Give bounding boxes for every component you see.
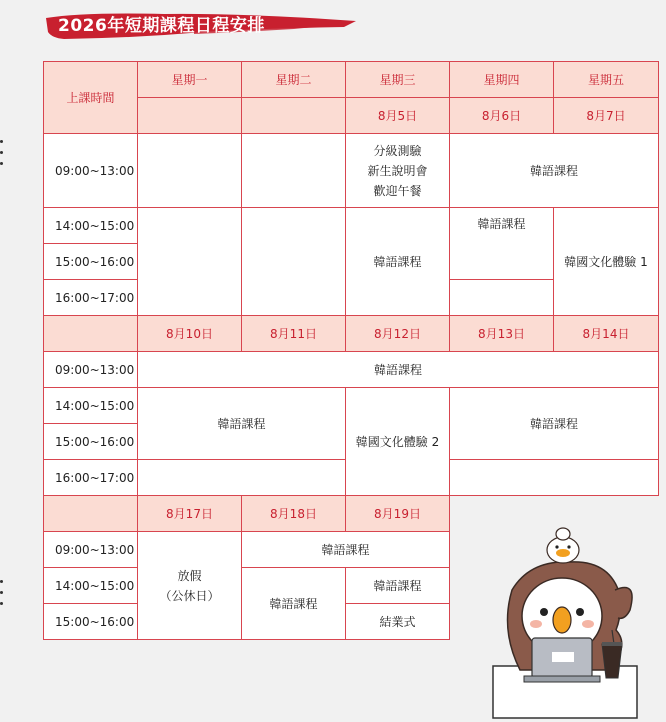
time-slot: 09:00~13:00 [44,352,138,388]
decorative-dots [0,140,4,173]
time-slot: 16:00~17:00 [44,460,138,496]
day-header-thu: 星期四 [450,62,554,98]
date-cell: 8月14日 [554,316,659,352]
schedule-cell-empty [242,208,346,316]
date-cell: 8月18日 [242,496,346,532]
schedule-cell-empty [138,460,346,496]
date-cell-empty [138,98,242,134]
date-cell: 8月19日 [346,496,450,532]
schedule-cell-class: 韓語課程 [450,388,659,460]
schedule-cell-class: 韓語課程 [346,568,450,604]
schedule-cell-empty [138,134,242,208]
time-slot: 14:00~15:00 [44,388,138,424]
decorative-dots [0,580,4,613]
schedule-cell-empty [138,208,242,316]
schedule-cell-culture: 韓國文化體驗 1 [554,208,659,316]
schedule-cell-culture: 韓國文化體驗 2 [346,388,450,496]
date-cell: 8月5日 [346,98,450,134]
schedule-cell-holiday: 放假 （公休日） [138,532,242,640]
day-header-fri: 星期五 [554,62,659,98]
time-slot: 16:00~17:00 [44,280,138,316]
schedule-cell-class: 韓語課程 [242,532,450,568]
page-title: 2026年短期課程日程安排 [58,16,265,36]
time-slot: 14:00~15:00 [44,568,138,604]
schedule-cell-ceremony: 結業式 [346,604,450,640]
schedule-cell-class: 韓語課程 [138,352,659,388]
date-cell: 8月12日 [346,316,450,352]
date-cell: 8月6日 [450,98,554,134]
schedule-cell-class: 韓語課程 [242,568,346,640]
time-slot: 14:00~15:00 [44,208,138,244]
date-cell-empty [242,98,346,134]
time-slot: 15:00~16:00 [44,244,138,280]
laptop-icon [524,638,600,682]
day-header-wed: 星期三 [346,62,450,98]
date-cell: 8月10日 [138,316,242,352]
schedule-cell-class: 韓語課程 [450,134,659,208]
duck-mascot-icon [490,520,640,720]
schedule-cell-class: 韓語課程 [138,388,346,460]
day-header-mon: 星期一 [138,62,242,98]
date-cell-empty [44,316,138,352]
time-slot: 09:00~13:00 [44,134,138,208]
date-cell: 8月17日 [138,496,242,532]
date-cell-empty [44,496,138,532]
date-cell: 8月13日 [450,316,554,352]
schedule-cell-empty [242,134,346,208]
time-slot: 15:00~16:00 [44,604,138,640]
schedule-cell-class: 韓語課程 [346,208,450,316]
day-header-tue: 星期二 [242,62,346,98]
schedule-cell-empty [450,280,554,316]
date-cell: 8月7日 [554,98,659,134]
date-cell: 8月11日 [242,316,346,352]
schedule-cell-empty [450,460,659,496]
time-column-header: 上課時間 [44,62,138,134]
schedule-cell-orientation: 分級測驗 新生說明會 歡迎午餐 [346,134,450,208]
time-slot: 09:00~13:00 [44,532,138,568]
schedule-cell-class: 韓語課程 [450,208,554,280]
time-slot: 15:00~16:00 [44,424,138,460]
